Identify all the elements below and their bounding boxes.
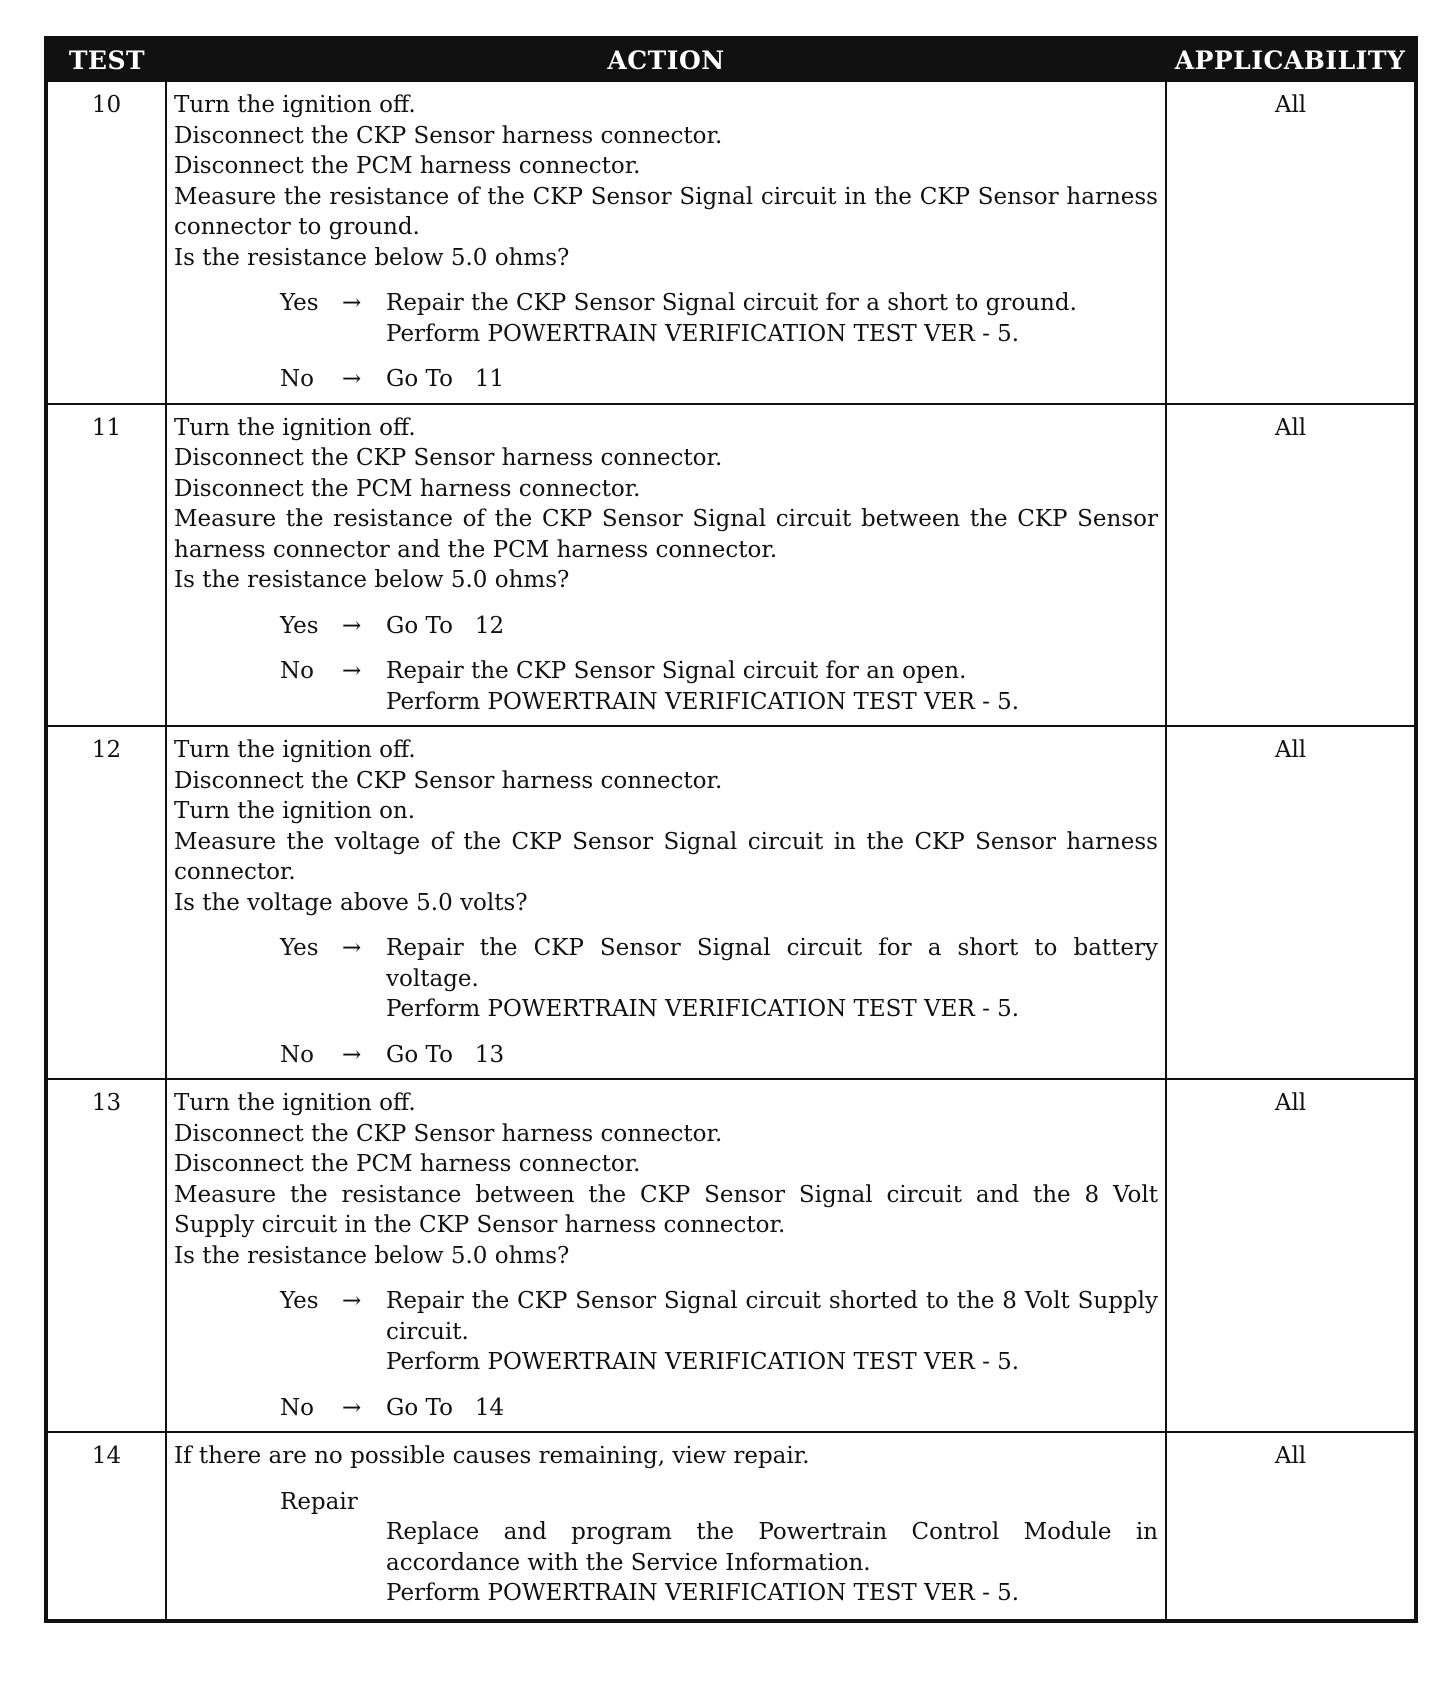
no-answer bbox=[280, 1393, 1158, 1424]
no-result: Go To 14 bbox=[386, 1394, 505, 1421]
yes-answer bbox=[280, 288, 1158, 349]
answers bbox=[174, 288, 1158, 395]
yes-result-line: Perform POWERTRAIN VERIFICATION TEST VER - 5. bbox=[386, 996, 1020, 1022]
step-text: Turn the ignition on. bbox=[174, 798, 416, 824]
arrow-right-icon: → bbox=[342, 658, 362, 684]
repair-instructions bbox=[386, 1517, 1158, 1615]
answers bbox=[174, 611, 1158, 718]
action-cell bbox=[166, 81, 1166, 404]
no-result-line: Repair the CKP Sensor Signal circuit for an open. bbox=[386, 658, 967, 684]
action-cell bbox=[166, 1432, 1166, 1621]
yes-answer bbox=[280, 933, 1158, 1025]
page bbox=[44, 36, 1414, 1623]
yes-result: Go To 12 bbox=[386, 612, 505, 639]
arrow-right-icon: → bbox=[342, 1394, 362, 1421]
repair-text: Perform POWERTRAIN VERIFICATION TEST VER - 5. bbox=[386, 1580, 1020, 1606]
no-answer bbox=[280, 364, 1158, 395]
applicability-value: All bbox=[1166, 1432, 1416, 1621]
yes-result-line: Repair the CKP Sensor Signal circuit shorted to the 8 Volt Supply circuit. bbox=[386, 1288, 1158, 1345]
no-label: No bbox=[280, 1041, 314, 1068]
header-action: ACTION bbox=[166, 38, 1166, 81]
answers bbox=[174, 1286, 1158, 1423]
step-text: Disconnect the PCM harness connector. bbox=[174, 153, 641, 179]
no-label: No bbox=[280, 658, 314, 684]
yes-result-line: Perform POWERTRAIN VERIFICATION TEST VER - 5. bbox=[386, 1349, 1020, 1375]
yes-label: Yes bbox=[280, 1288, 319, 1314]
step-text: Turn the ignition off. bbox=[174, 737, 416, 763]
step-text: Measure the resistance between the CKP Sensor Signal circuit and the 8 Volt Supply circuit in the CKP Sensor harness connector. bbox=[174, 1181, 1158, 1238]
applicability-value: All bbox=[1166, 81, 1416, 404]
yes-label: Yes bbox=[280, 290, 319, 316]
yes-result bbox=[386, 1286, 1158, 1378]
test-number: 12 bbox=[46, 726, 166, 1079]
step-text: Turn the ignition off. bbox=[174, 92, 416, 118]
test-row-11 bbox=[46, 404, 1416, 727]
test-number: 11 bbox=[46, 404, 166, 727]
test-row-14 bbox=[46, 1432, 1416, 1621]
yes-result-line: Perform POWERTRAIN VERIFICATION TEST VER - 5. bbox=[386, 320, 1020, 347]
no-label: No bbox=[280, 1394, 314, 1421]
no-result bbox=[386, 656, 1158, 717]
header-test: TEST bbox=[46, 38, 166, 81]
answers bbox=[174, 933, 1158, 1070]
step-text: Measure the resistance of the CKP Sensor Signal circuit in the CKP Sensor harness connector to ground. bbox=[174, 183, 1158, 240]
yes-label: Yes bbox=[280, 935, 319, 961]
diagnostic-test-table bbox=[44, 36, 1418, 1623]
step-text: Disconnect the CKP Sensor harness connector. bbox=[174, 122, 723, 149]
test-row-13 bbox=[46, 1079, 1416, 1432]
arrow-right-icon: → bbox=[342, 366, 362, 392]
repair-text: Replace and program the Powertrain Control Module in accordance with the Service Information. bbox=[386, 1519, 1158, 1576]
step-text: Measure the voltage of the CKP Sensor Signal circuit in the CKP Sensor harness connector. bbox=[174, 828, 1158, 885]
test-number: 13 bbox=[46, 1079, 166, 1432]
step-text: Turn the ignition off. bbox=[174, 414, 416, 441]
arrow-right-icon: → bbox=[342, 612, 362, 639]
test-row-10 bbox=[46, 81, 1416, 404]
step-text: Measure the resistance of the CKP Sensor Signal circuit between the CKP Sensor harness connector and the PCM harness connector. bbox=[174, 506, 1158, 563]
test-number: 14 bbox=[46, 1432, 166, 1621]
test-number: 10 bbox=[46, 81, 166, 404]
question-text: Is the resistance below 5.0 ohms? bbox=[174, 567, 570, 593]
question-text: Is the resistance below 5.0 ohms? bbox=[174, 244, 570, 271]
no-result: Go To 13 bbox=[386, 1041, 505, 1068]
no-result: Go To 11 bbox=[386, 366, 505, 392]
yes-result-line: Repair the CKP Sensor Signal circuit for a short to battery voltage. bbox=[386, 935, 1158, 992]
no-label: No bbox=[280, 366, 314, 392]
yes-result bbox=[386, 933, 1158, 1025]
step-text: Disconnect the PCM harness connector. bbox=[174, 475, 641, 502]
step-text: Disconnect the CKP Sensor harness connector. bbox=[174, 767, 723, 794]
repair-label: Repair bbox=[280, 1488, 358, 1515]
no-answer bbox=[280, 656, 1158, 717]
question-text: Is the voltage above 5.0 volts? bbox=[174, 889, 528, 916]
arrow-right-icon: → bbox=[342, 1041, 362, 1068]
applicability-value: All bbox=[1166, 404, 1416, 727]
no-result-line: Perform POWERTRAIN VERIFICATION TEST VER - 5. bbox=[386, 688, 1020, 715]
action-cell bbox=[166, 404, 1166, 727]
step-text: If there are no possible causes remaining, view repair. bbox=[174, 1443, 810, 1469]
step-text: Disconnect the PCM harness connector. bbox=[174, 1151, 641, 1177]
test-row-12 bbox=[46, 726, 1416, 1079]
arrow-right-icon: → bbox=[342, 935, 362, 961]
arrow-right-icon: → bbox=[342, 290, 362, 316]
yes-answer bbox=[280, 1286, 1158, 1378]
step-text: Disconnect the CKP Sensor harness connector. bbox=[174, 445, 723, 471]
action-cell bbox=[166, 726, 1166, 1079]
question-text: Is the resistance below 5.0 ohms? bbox=[174, 1242, 570, 1269]
applicability-value: All bbox=[1166, 726, 1416, 1079]
table-header bbox=[46, 38, 1416, 81]
arrow-right-icon: → bbox=[342, 1288, 362, 1314]
yes-result bbox=[386, 288, 1158, 349]
step-text: Disconnect the CKP Sensor harness connector. bbox=[174, 1120, 723, 1147]
step-text: Turn the ignition off. bbox=[174, 1090, 416, 1116]
action-cell bbox=[166, 1079, 1166, 1432]
applicability-value: All bbox=[1166, 1079, 1416, 1432]
no-answer bbox=[280, 1040, 1158, 1071]
yes-result-line: Repair the CKP Sensor Signal circuit for a short to ground. bbox=[386, 290, 1077, 316]
yes-label: Yes bbox=[280, 612, 319, 639]
header-applicability: APPLICABILITY bbox=[1166, 38, 1416, 81]
yes-answer bbox=[280, 611, 1158, 642]
